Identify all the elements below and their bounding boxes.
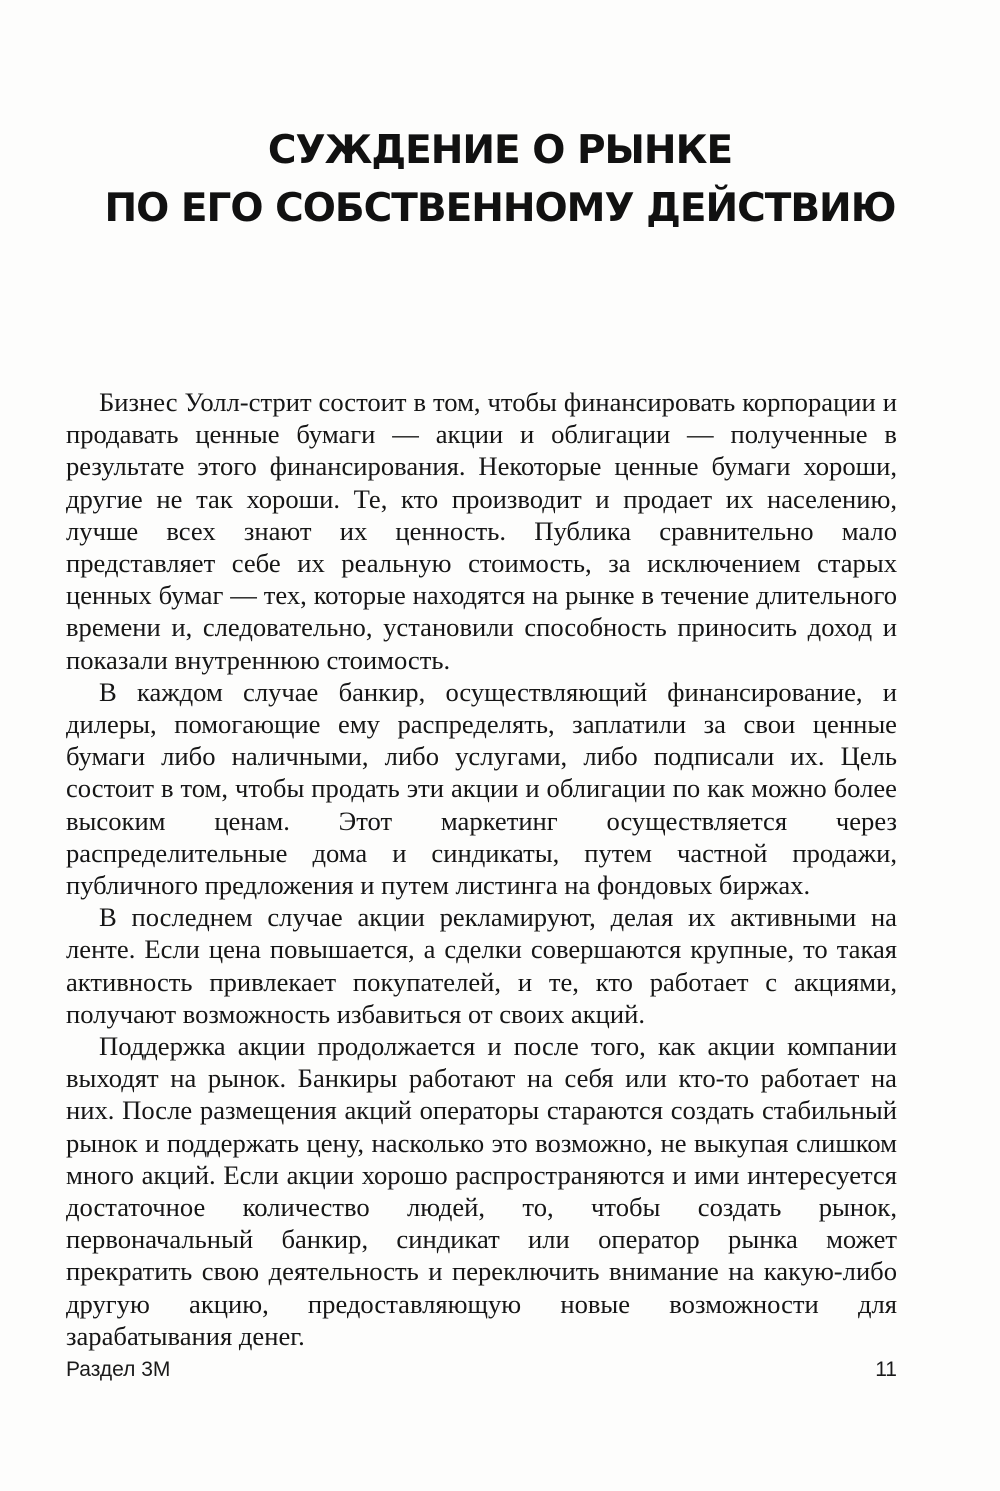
body-text bbox=[66, 386, 897, 1352]
paragraph-2: В каждом случае банкир, осуществляющий финансирование, и дилеры, помогающие ему распределять, заплатили за свои ценные бумаги либо наличными, либо услугами, либо подписали их. Цель состоит в том, чтобы продать эти акции и облигации по как можно более высоким ценам. Этот маркетинг осуществляется через распределительные дома и синдикаты, путем частной продажи, публичного предложения и путем листинга на фондовых биржах. bbox=[66, 676, 897, 901]
footer-section-label: Раздел 3М bbox=[66, 1358, 171, 1381]
page-title bbox=[60, 122, 940, 238]
footer-page-number: 11 bbox=[875, 1358, 897, 1381]
paragraph-3: В последнем случае акции рекламируют, делая их активными на ленте. Если цена повышается, а сделки совершаются крупные, то такая активность привлекает покупателей, и те, кто работает с акциями, получают возможность избавиться от своих акций. bbox=[66, 902, 897, 1029]
paragraph-4: Поддержка акции продолжается и после того, как акции компании выходят на рынок. Банкиры работают на себя или кто-то работает на них. После размещения акций операторы стараются создать стабильный рынок и поддержать цену, насколько это возможно, не выкупая слишком много акций. Если акции хорошо распространяются и ими интересуется достаточное количество людей, то, чтобы создать рынок, первоначальный банкир, синдикат или оператор рынка может прекратить свою деятельность и переключить внимание на какую-либо другую акцию, предоставляющую новые возможности для зарабатывания денег. bbox=[66, 1031, 897, 1351]
paragraph-1: Бизнес Уолл-стрит состоит в том, чтобы финансировать корпорации и продавать ценные бумаги — акции и облигации — полученные в результате этого финансирования. Некоторые ценные бумаги хороши, другие не так хороши. Те, кто производит и продает их населению, лучше всех знают их ценность. Публика сравнительно мало представляет себе их реальную стоимость, за исключением старых ценных бумаг — тех, которые находятся на рынке в течение длительного времени и, следовательно, установили способность приносить доход и показали внутреннюю стоимость. bbox=[66, 387, 897, 675]
title-line-2: ПО ЕГО СОБСТВЕННОМУ ДЕЙСТВИЮ bbox=[104, 186, 896, 231]
title-line-1: СУЖДЕНИЕ О РЫНКЕ bbox=[267, 128, 733, 173]
